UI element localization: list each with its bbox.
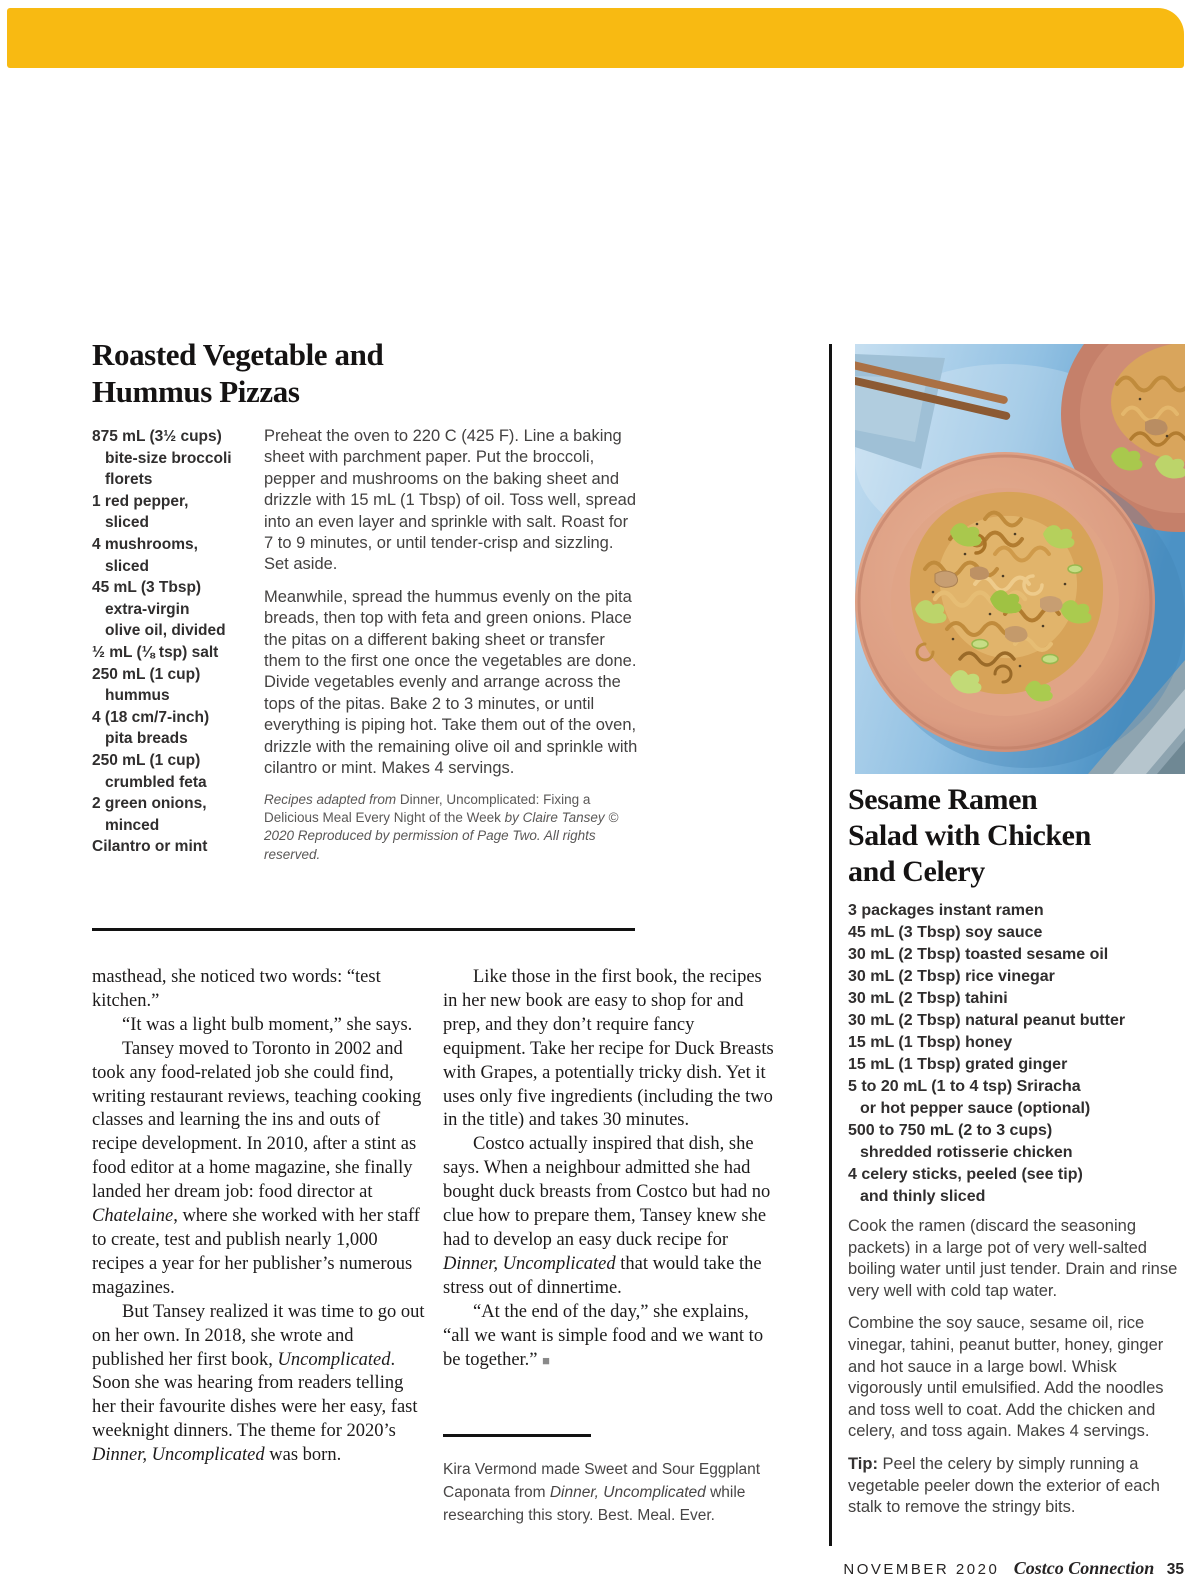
ingredient-list-ramen — [848, 900, 1188, 1208]
ingredient-line: 30 mL (2 Tbsp) rice vinegar — [848, 968, 1055, 985]
article-paragraph — [443, 1301, 778, 1373]
article-paragraph — [443, 1133, 778, 1300]
paragraph-text: But Tansey realized it was time to go out on her own. In 2018, she wrote and published her first book, — [92, 1301, 425, 1370]
ingredient-line: 30 mL (2 Tbsp) tahini — [848, 990, 1008, 1007]
ingredient-line: olive oil, divided — [105, 622, 226, 640]
paragraph-text: “At the end of the day,” she explains, “all we want is simple food and we want to be together.” — [443, 1301, 764, 1370]
bio-divider-rule — [443, 1434, 591, 1437]
recipe-title-ramen — [848, 782, 1188, 890]
ingredient-line: sliced — [105, 514, 149, 532]
italic-title: Uncomplicated — [277, 1349, 391, 1370]
paragraph-text: that would take the stress out of dinnertime. — [443, 1253, 762, 1298]
italic-title: Dinner, Uncomplicated — [443, 1253, 616, 1274]
ingredient-line: bite-size broccoli — [105, 449, 232, 467]
instructions-pizzas — [264, 426, 638, 875]
credit-text: by Claire Tansey © 2020 Reproduced by permission of Page Two. All rights reserved. — [264, 809, 619, 862]
top-accent-bar — [7, 8, 1184, 68]
paragraph-text: , where she worked with her staff to create, test and publish nearly 1,000 recipes a year for her publisher’s numerous magazines. — [92, 1206, 420, 1298]
ingredient-line: 4 (18 cm/7-inch) — [92, 708, 210, 726]
bio-text: Kira Vermond made Sweet and Sour Eggplant Caponata from — [443, 1461, 761, 1501]
instruction-paragraph: Combine the soy sauce, sesame oil, rice vinegar, tahini, peanut butter, honey, ginger and hot sauce in a large bowl. Whisk vigorously until emulsified. Add the noodles and toss well to coat. Add the chicken and celery, and toss again. Makes 4 servings. — [848, 1314, 1164, 1441]
instruction-paragraph: Preheat the oven to 220 C (425 F). Line a baking sheet with parchment paper. Put the broccoli, pepper and mushrooms on the baking sheet and drizzle with 15 mL (1 Tbsp) of oil. Toss well, spread into an even layer and sprinkle with salt. Roast for 7 to 9 minutes, or until tender-crisp and sizzling. Set aside. — [264, 427, 637, 574]
end-of-article-mark: ■ — [542, 1352, 550, 1368]
italic-title: Dinner, Uncomplicated — [92, 1445, 265, 1466]
ingredient-line: Cilantro or mint — [92, 838, 208, 856]
footer-magazine-name: Costco Connection — [1013, 1558, 1155, 1578]
article-paragraph — [92, 1014, 427, 1038]
ingredient-line: 4 celery sticks, peeled (see tip) — [848, 1166, 1083, 1183]
ingredient-line: and thinly sliced — [860, 1188, 986, 1205]
page-footer — [500, 1558, 1184, 1579]
footer-page-number: 35 — [1166, 1561, 1184, 1578]
section-divider-rule — [92, 928, 635, 931]
ingredient-line: 45 mL (3 Tbsp) — [92, 579, 202, 597]
ingredient-line: shredded rotisserie chicken — [860, 1144, 1073, 1161]
ingredient-list-pizzas — [92, 426, 264, 858]
recipe-title-pizzas — [92, 336, 512, 410]
ingredient-line: 4 mushrooms, — [92, 535, 198, 553]
paragraph-text: masthead, she noticed two words: “test kitchen.” — [92, 967, 381, 1011]
paragraph-text: Like those in the first book, the recipes in her new book are easy to shop for and prep, and they don’t require fancy equipment. Take her recipe for Duck Breasts with Grapes, a potentially tricky dish. Yet it uses only five ingredients (including the two in the title) and takes 30 minutes. — [443, 967, 774, 1131]
ingredient-line: pita breads — [105, 730, 188, 748]
recipe-title-line: and Celery — [848, 855, 985, 888]
ingredient-line: 500 to 750 mL (2 to 3 cups) — [848, 1122, 1053, 1139]
recipe-title-line: Hummus Pizzas — [92, 374, 300, 409]
recipe-title-line: Sesame Ramen — [848, 783, 1038, 816]
ingredient-line: 250 mL (1 cup) — [92, 665, 201, 683]
ingredient-line: 1 red pepper, — [92, 492, 189, 510]
paragraph-text: Tansey moved to Toronto in 2002 and took any food-related job she could find, writing restaurant reviews, teaching cooking classes and learning the ins and outs of recipe development. In 2010, after a stint as food editor at a home magazine, she finally landed her dream job: food director at — [92, 1038, 422, 1203]
article-paragraph — [92, 1038, 427, 1301]
italic-title: Dinner, Uncomplicated — [549, 1484, 706, 1501]
ingredient-line: crumbled feta — [105, 773, 207, 791]
bio-text: while researching this story. Best. Meal. Ever. — [443, 1484, 746, 1524]
ingredient-line: 250 mL (1 cup) — [92, 751, 201, 769]
ramen-salad-photo — [855, 344, 1185, 774]
article-paragraph — [92, 1301, 427, 1468]
ingredient-line: 45 mL (3 Tbsp) soy sauce — [848, 924, 1043, 941]
ingredient-line: 875 mL (3½ cups) — [92, 428, 222, 445]
credit-book-title: Dinner, Uncomplicated: Fixing a Delicious Meal Every Night of the Week — [264, 791, 591, 825]
author-bio — [443, 1458, 763, 1527]
ingredient-line: 15 mL (1 Tbsp) grated ginger — [848, 1056, 1068, 1073]
ingredient-line: or hot pepper sauce (optional) — [860, 1100, 1091, 1117]
paragraph-text: was born. — [264, 1445, 342, 1466]
tip-label: Tip: — [848, 1454, 878, 1473]
article-paragraph — [443, 966, 778, 1133]
paragraph-text: . Soon she was hearing from readers telling her their favourite dishes were her easy, fast weeknight dinners. The theme for 2020’s — [92, 1349, 418, 1442]
recipe-credit — [264, 791, 638, 865]
ingredient-line: 30 mL (2 Tbsp) natural peanut butter — [848, 1012, 1126, 1029]
footer-issue-date: NOVEMBER 2020 — [843, 1561, 1000, 1578]
ingredient-line: sliced — [105, 557, 149, 575]
tip-text: Peel the celery by simply running a vegetable peeler down the exterior of each stalk to remove the stringy bits. — [848, 1454, 1160, 1517]
tip-paragraph — [848, 1454, 1188, 1519]
ingredient-line: minced — [105, 816, 160, 834]
article-column-1 — [92, 966, 427, 1468]
ingredient-line: 2 green onions, — [92, 795, 207, 813]
column-divider-rule — [829, 344, 832, 1546]
article-paragraph — [92, 966, 427, 1014]
italic-title: Chatelaine — [92, 1206, 174, 1227]
ingredient-line: ½ mL (⅛ tsp) salt — [92, 643, 219, 661]
ingredient-line: 5 to 20 mL (1 to 4 tsp) Sriracha — [848, 1078, 1081, 1095]
recipe-title-line: Roasted Vegetable and — [92, 337, 384, 372]
ingredient-line: hummus — [105, 687, 170, 705]
ingredient-line: 15 mL (1 Tbsp) honey — [848, 1034, 1013, 1051]
paragraph-text: Costco actually inspired that dish, she says. When a neighbour admitted she had bought duck breasts from Costco but had no clue how to prepare them, Tansey knew she had to develop an easy duck recipe for — [443, 1134, 771, 1250]
ingredient-line: florets — [105, 471, 153, 489]
ingredient-line: 30 mL (2 Tbsp) toasted sesame oil — [848, 946, 1109, 963]
instruction-paragraph: Cook the ramen (discard the seasoning packets) in a large pot of very well-salted boiling water until just tender. Drain and rinse very well with cold tap water. — [848, 1217, 1178, 1300]
instruction-paragraph: Meanwhile, spread the hummus evenly on the pita breads, then top with feta and green onions. Place the pitas on a different baking sheet or transfer them to the first one once the vegetables are done. Divide vegetables evenly and arrange across the tops of the pitas. Bake 2 to 3 minutes, or until everything is piping hot. Take them out of the oven, drizzle with the remaining olive oil and sprinkle with cilantro or mint. Makes 4 servings. — [264, 587, 638, 778]
credit-text: Recipes adapted from — [264, 791, 400, 807]
paragraph-text: “It was a light bulb moment,” she says. — [122, 1014, 413, 1035]
ingredient-line: extra-virgin — [105, 600, 190, 618]
article-column-2 — [443, 966, 778, 1372]
recipe-title-line: Salad with Chicken — [848, 819, 1091, 852]
instructions-ramen — [848, 1216, 1188, 1530]
ingredient-line: 3 packages instant ramen — [848, 902, 1044, 919]
